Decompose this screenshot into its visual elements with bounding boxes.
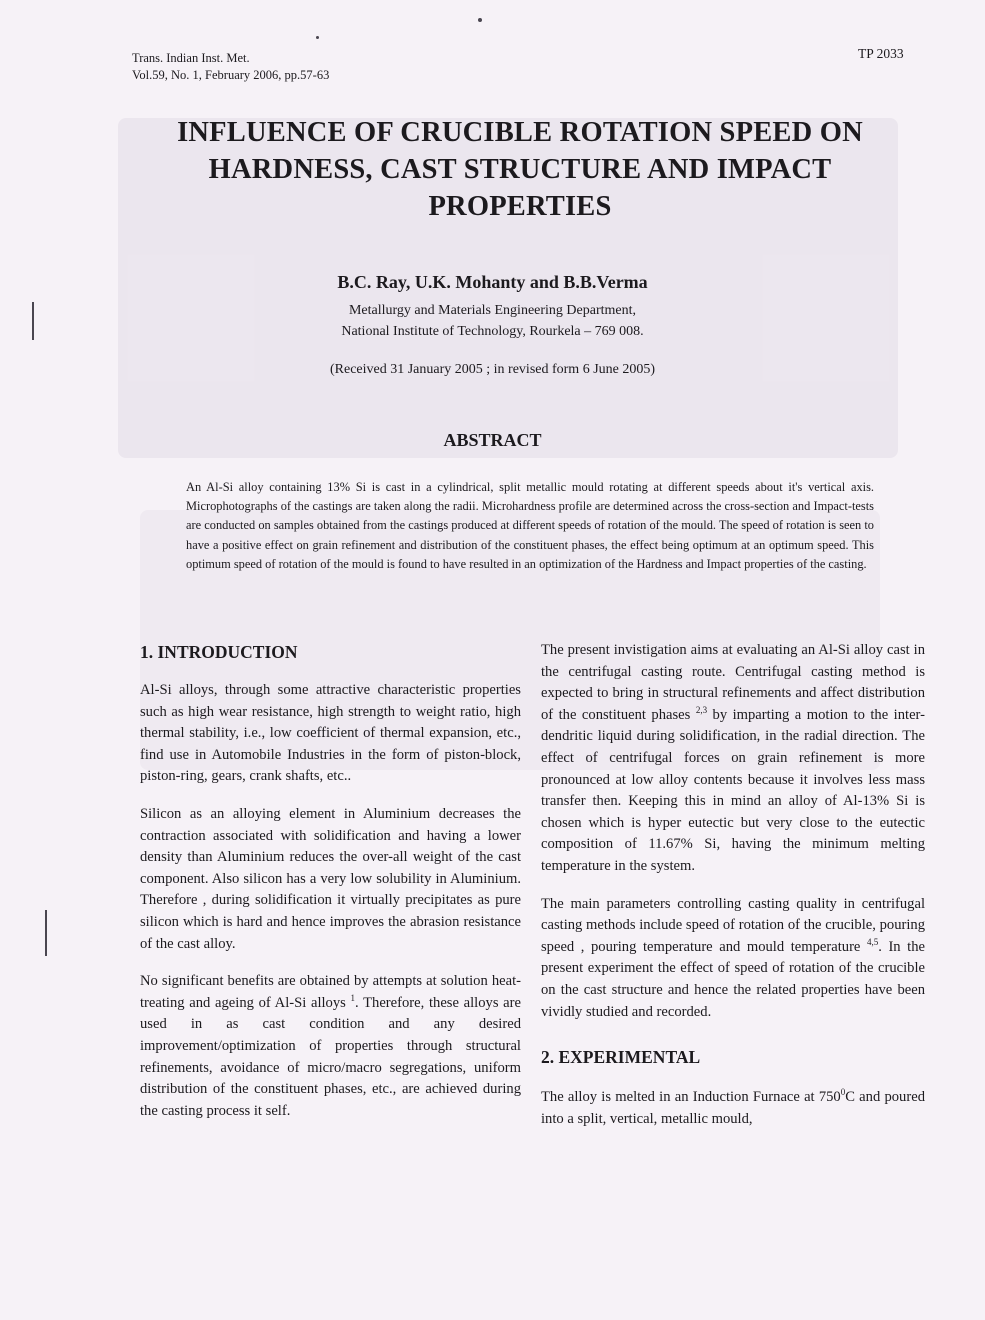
affiliation-department: Metallurgy and Materials Engineering Department, [348, 303, 637, 318]
scan-mark [478, 18, 482, 22]
citation-ref: 1 [350, 992, 356, 1003]
intro-paragraph: Silicon as an alloying element in Aluminium decreases the contraction associated with solidification and having a lower density than Aluminium reduces the over-all weight of the cast component. Also silicon has a very low solubility in Aluminium. Therefore , during solidification it virtually precipitates as pure silicon which is hard and hence improves the abrasion resistance of the cast alloy. [140, 805, 521, 952]
citation-ref: 4,5 [866, 936, 879, 947]
paper-title: INFLUENCE OF CRUCIBLE ROTATION SPEED ON HARDNESS, CAST STRUCTURE AND IMPACT PROPERTIES [177, 117, 863, 222]
author-list: B.C. Ray, U.K. Mohanty and B.B.Verma [337, 272, 648, 292]
intro-paragraph [541, 894, 925, 1024]
scan-mark [45, 910, 47, 956]
paragraph-text: . In the present experiment the effect of speed of rotation of the crucible on the cast structure and hence the related properties have been vividly studied and recorded. [541, 938, 925, 1020]
journal-name: Trans. Indian Inst. Met. [132, 51, 250, 65]
scan-mark [316, 36, 319, 39]
intro-paragraph [140, 971, 521, 1122]
abstract-heading: ABSTRACT [443, 430, 542, 450]
experimental-paragraph [541, 1087, 925, 1130]
citation-ref: 2,3 [695, 704, 708, 715]
paragraph-text: . Therefore, these alloys are used in as cast condition and any desired improvement/optimization of properties through structural refinements, avoidance of micro/macro segregations, uniform distribution of the constituent phases, etc., are achieved during the casting process it self. [140, 994, 522, 1119]
degree-superscript: 0 [840, 1087, 846, 1098]
affiliation-institute: National Institute of Technology, Rourkela – 769 008. [341, 324, 644, 339]
introduction-heading: 1. INTRODUCTION [140, 642, 298, 662]
affiliation [0, 300, 985, 342]
experimental-heading: 2. EXPERIMENTAL [541, 1047, 701, 1068]
received-dates: (Received 31 January 2005 ; in revised form 6 June 2005) [329, 362, 656, 377]
right-column [541, 640, 925, 1146]
intro-paragraph: Al-Si alloys, through some attractive characteristic properties such as high wear resistance, high strength to weight ratio, high thermal stability, i.e., low coefficient of thermal expansion, etc., find use in Automobile Industries in the form of piston-block, piston-ring, gears, crank shafts, etc.. [140, 682, 521, 785]
journal-citation [132, 50, 329, 84]
paragraph-text: by imparting a motion to the inter-dendritic liquid during solidification, in the radial direction. The effect of centrifugal forces on grain refinement is more pronounced at low alloy contents because it involves less mass transfer then. Keeping this in mind an alloy of Al-13% Si is chosen which is hyper eutectic but very close to the eutectic composition of 11.67% Si, having the minimum melting temperature in the system. [541, 706, 925, 874]
paragraph-text: The alloy is melted in an Induction Furnace at 750 [541, 1089, 841, 1106]
paragraph-text: The main parameters controlling casting quality in centrifugal casting methods include speed of rotation of the crucible, pouring speed , pouring temperature and mould temperature [541, 895, 925, 955]
paper-code: TP 2033 [858, 46, 904, 61]
paragraph-text: The present invistigation aims at evaluating an Al-Si alloy cast in the centrifugal casting route. Centrifugal casting method is expected to bring in structural refinements and affect distribution of the constituent phases [541, 642, 925, 723]
paragraph-text: C and poured into a split, vertical, metallic mould, [541, 1089, 925, 1127]
abstract-text: An Al-Si alloy containing 13% Si is cast in a cylindrical, split metallic mould rotating at different speeds about it's vertical axis. Microphotographs of the castings are taken along the radii. Microhardness profile are determined across the cross-section and Impact-tests are conducted on samples obtained from the castings produced at different speeds of rotation of the mould. The speed of rotation is seen to have a positive effect on grain refinement and distribution of the constituent phases, the effect being optimum at an optimum speed. This optimum speed of rotation of the mould is found to have resulted in an optimization of the Hardness and Impact properties of the casting. [186, 480, 874, 571]
paragraph-text: No significant benefits are obtained by attempts at solution heat-treating and ageing of Al-Si alloys [140, 973, 521, 1011]
journal-volume: Vol.59, No. 1, February 2006, pp.57-63 [132, 68, 330, 82]
intro-paragraph [541, 640, 925, 878]
left-column [140, 640, 521, 1138]
